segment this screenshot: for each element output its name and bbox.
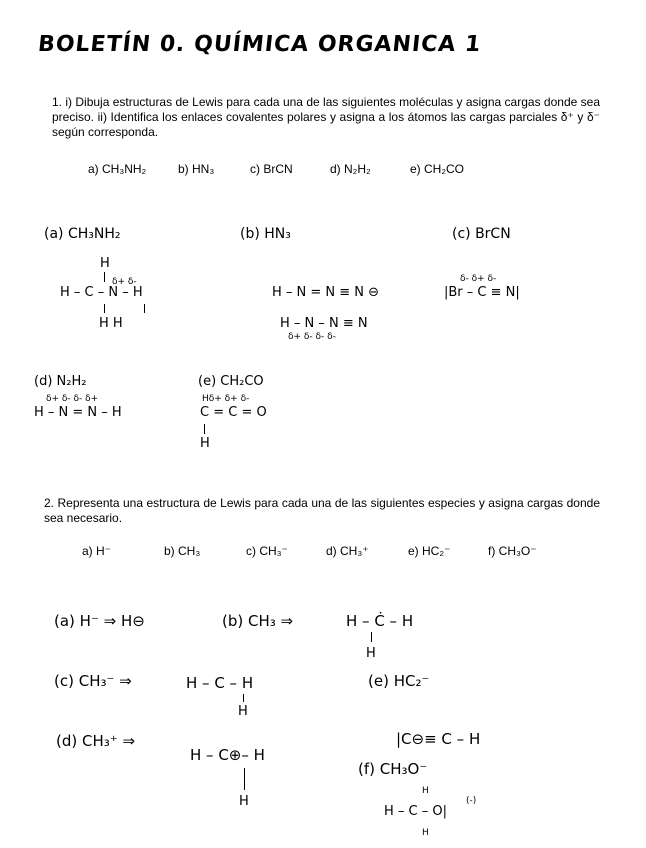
hw-b-charges: δ+ δ- δ- δ-	[288, 332, 336, 342]
hw-a-top-h: H	[100, 256, 110, 271]
hw-a-main: H – C – N – H	[60, 285, 143, 300]
hw-b-line1: H – N = N ≡ N ⊖	[272, 285, 380, 300]
hw2-e-struct: |C⊖≡ C – H	[396, 730, 481, 748]
hw-d-charges: δ+ δ- δ- δ+	[46, 394, 99, 404]
q1-option-b: b) HN₃	[178, 162, 215, 176]
hw2-d: (d) CH₃⁺ ⇒	[56, 732, 136, 750]
hw2-d-struct: H – C⊕– H	[190, 746, 265, 764]
hw2-d-bottom: H	[239, 794, 249, 809]
hw2-d-bond-bottom	[244, 768, 245, 790]
q1-option-c: c) BrCN	[250, 162, 293, 176]
hw-c-main: |Br – C ≡ N|	[444, 285, 520, 300]
hw2-f: (f) CH₃O⁻	[358, 760, 428, 778]
hw2-c-bottom: H	[238, 704, 248, 719]
hw-e-bottom: H	[200, 436, 210, 451]
q2-option-a: a) H⁻	[82, 544, 112, 558]
q1-option-d: d) N₂H₂	[330, 162, 371, 176]
hw2-b-bond-bottom	[371, 632, 372, 642]
q2-option-b: b) CH₃	[164, 544, 201, 558]
hw-b-header: (b) HN₃	[240, 226, 291, 242]
hw2-f-bottom: H	[422, 828, 429, 838]
hw-d-header: (d) N₂H₂	[34, 374, 87, 389]
hw2-a: (a) H⁻ ⇒ H⊖	[54, 612, 145, 630]
hw-d-main: H – N = N – H	[34, 405, 122, 420]
page-title: BOLETÍN 0. QUÍMICA ORGANICA 1	[36, 32, 483, 57]
q2-option-f: f) CH₃O⁻	[488, 544, 537, 558]
hw-a-header: (a) CH₃NH₂	[44, 226, 121, 242]
hw2-e: (e) HC₂⁻	[368, 672, 430, 690]
hw-b-line2: H – N – N ≡ N	[280, 316, 368, 331]
hw-c-charges: δ- δ+ δ-	[460, 274, 497, 284]
q2-option-e: e) HC₂⁻	[408, 544, 451, 558]
hw-a-bond-bottom-2	[144, 304, 145, 313]
question-2-text: 2. Representa una estructura de Lewis para cada una de las siguientes especies y asigna cargas donde sea necesario.	[44, 496, 600, 525]
hw-a-bond-bottom-1	[104, 304, 105, 313]
hw-e-header: (e) CH₂CO	[198, 374, 264, 389]
hw-e-main: C = C = O	[200, 405, 267, 420]
hw-e-charges: Hδ+ δ+ δ-	[202, 394, 250, 404]
hw2-b: (b) CH₃ ⇒	[222, 612, 294, 630]
q2-option-d: d) CH₃⁺	[326, 544, 369, 558]
hw2-f-struct: H – C – O|	[384, 804, 447, 819]
hw2-f-charge: (-)	[466, 796, 477, 806]
q2-option-c: c) CH₃⁻	[246, 544, 288, 558]
q1-option-e: e) CH₂CO	[410, 162, 464, 176]
hw2-c: (c) CH₃⁻ ⇒	[54, 672, 132, 690]
hw2-c-struct: H – C – H	[186, 674, 254, 692]
hw2-f-top: H	[422, 786, 429, 796]
hw-c-header: (c) BrCN	[452, 226, 511, 242]
hw-a-charges: δ+ δ-	[112, 277, 137, 287]
hw2-c-bond-bottom	[243, 694, 244, 702]
question-1-text: 1. i) Dibuja estructuras de Lewis para cada una de las siguientes moléculas y asigna cargas donde sea preciso. ii) Identifica los enlaces covalentes polares y asigna a los átomos las cargas parciales δ⁺ y δ⁻ según corresponda.	[52, 95, 600, 139]
hw2-b-struct: H – Ċ – H	[346, 612, 414, 630]
hw-e-bond-bottom	[204, 424, 205, 434]
hw2-b-bottom: H	[366, 646, 376, 661]
hw-a-bottom: H H	[99, 316, 123, 331]
hw-a-bond-top	[104, 272, 105, 282]
q1-option-a: a) CH₃NH₂	[88, 162, 147, 176]
